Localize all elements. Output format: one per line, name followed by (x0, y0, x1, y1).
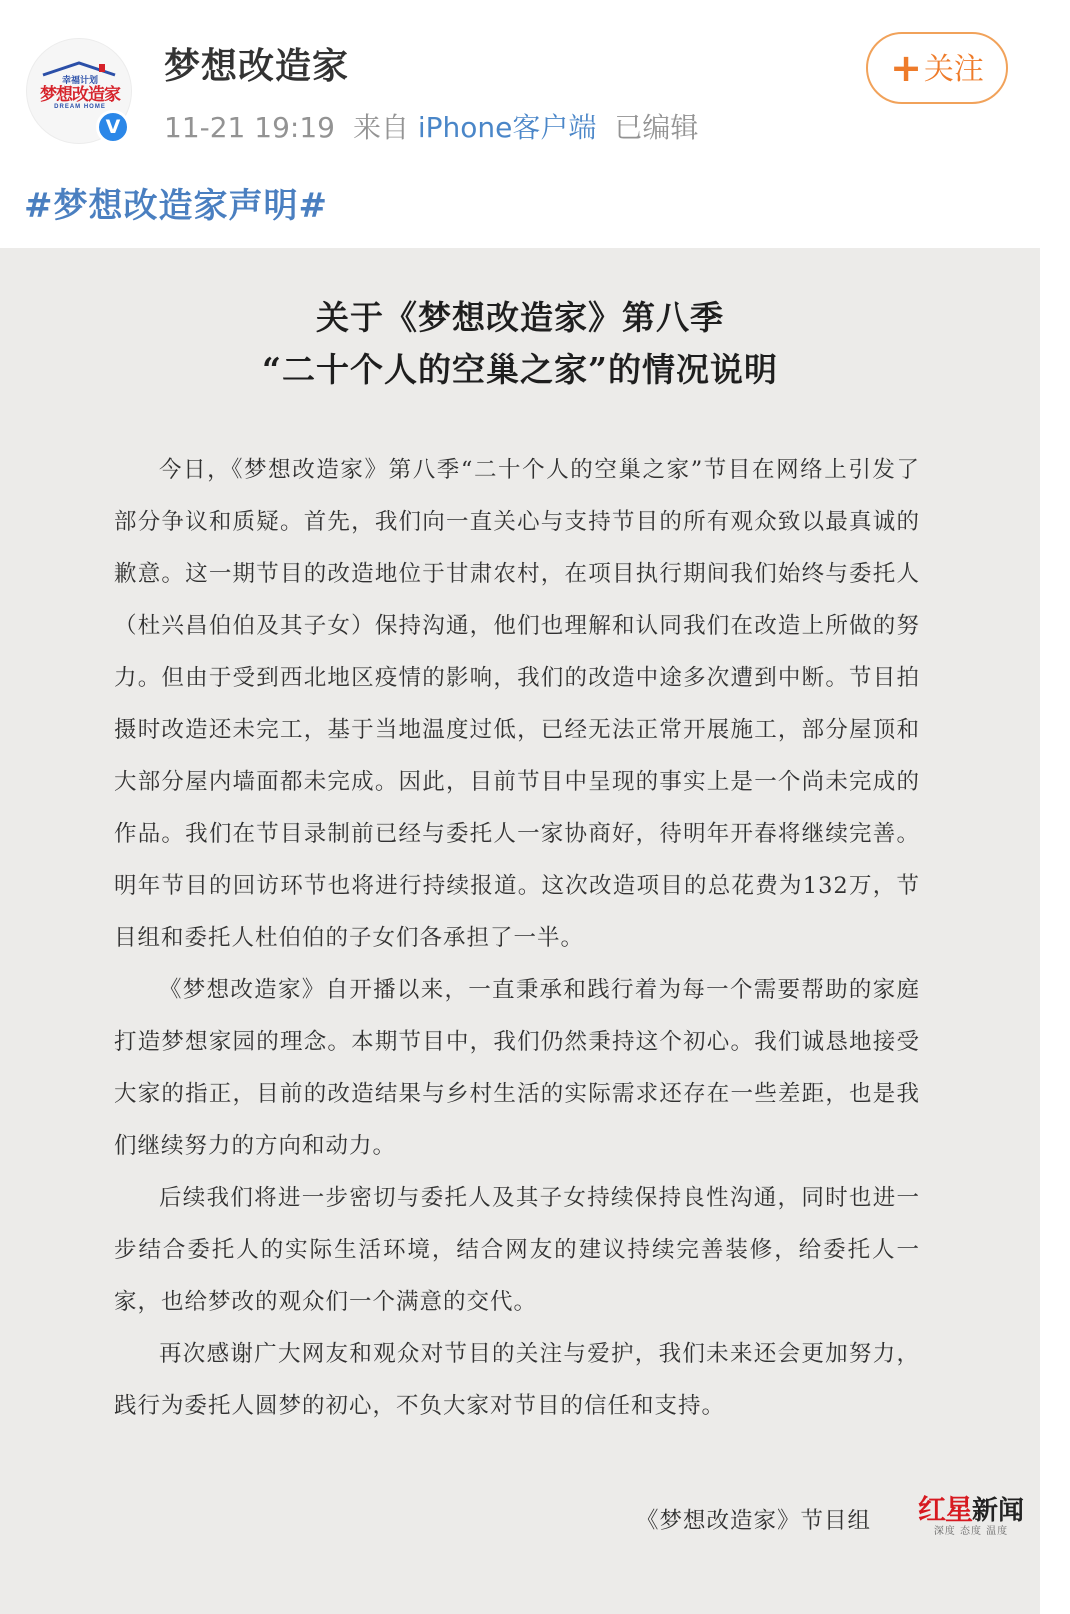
statement-title-line-1: 关于《梦想改造家》第八季 (316, 298, 724, 337)
avatar-logo-top: 幸福计划 (61, 75, 98, 85)
statement-title-line-2: “二十个人的空巢之家”的情况说明 (262, 350, 778, 389)
statement-paragraph: 后续我们将进一步密切与委托人及其子女持续保持良性沟通，同时也进一步结合委托人的实际生活环境，结合网友的建议持续完善装修，给委托人一家，也给梦改的观众们一个满意的交代。 (114, 1185, 920, 1315)
follow-button[interactable] (866, 32, 1008, 104)
watermark-slogan: 深度 态度 温度 (933, 1526, 1009, 1537)
statement-image[interactable] (0, 248, 1040, 1614)
news-watermark-logo (906, 1488, 1036, 1538)
avatar-logo-sub: DREAM HOME (54, 104, 106, 110)
avatar-logo-main: 梦想改造家 (40, 85, 120, 104)
plus-icon: + (890, 46, 922, 90)
statement-paragraph: 再次感谢广大网友和观众对节目的关注与爱护，我们未来还会更加努力，践行为委托人圆梦的初心，不负大家对节目的信任和支持。 (114, 1341, 920, 1419)
post-time: 11-21 19:19 (164, 111, 335, 144)
post-meta (164, 106, 698, 146)
post-source-prefix: 来自 (352, 111, 409, 144)
house-roof-icon (39, 61, 119, 77)
post-source-link[interactable]: iPhone客户端 (417, 111, 597, 144)
hashtag-link[interactable]: #梦想改造家声明# (24, 186, 328, 226)
statement-paragraph: 今日，《梦想改造家》第八季“二十个人的空巢之家”节目在网络上引发了部分争议和质疑。首先，我们向一直关心与支持节目的所有观众致以最真诚的歉意。这一期节目的改造地位于甘肃农村，在项目执行期间我们始终与委托人（杜兴昌伯伯及其子女）保持沟通，他们也理解和认同我们在改造上所做的努力。但由于受到西北地区疫情的影响，我们的改造中途多次遭到中断。节目拍摄时改造还未完工，基于当地温度过低，已经无法正常开展施工，部分屋顶和大部分屋内墙面都未完成。因此，目前节目中呈现的事实上是一个尚未完成的作品。我们在节目录制前已经与委托人一家协商好，待明年开春将继续完善。明年节目的回访环节也将进行持续报道。这次改造项目的总花费为132万，节目组和委托人杜伯伯的子女们各承担了一半。 (114, 457, 920, 951)
avatar-logo (35, 75, 125, 111)
statement-paragraph: 《梦想改造家》自开播以来，一直秉承和践行着为每一个需要帮助的家庭打造梦想家园的理念。本期节目中，我们仍然秉持这个初心。我们诚恳地接受大家的指正，目前的改造结果与乡村生活的实际需求还存在一些差距，也是我们继续努力的方向和动力。 (114, 977, 920, 1159)
account-name[interactable]: 梦想改造家 (164, 46, 350, 87)
post-edited-label: 已编辑 (614, 111, 699, 144)
verified-badge-icon: V (96, 110, 130, 144)
watermark-red-text: 红星 (917, 1493, 972, 1526)
follow-button-label: 关注 (923, 52, 984, 87)
statement-signature: 《梦想改造家》节目组 (636, 1508, 872, 1534)
watermark-black-text: 新闻 (972, 1496, 1025, 1526)
statement-body (114, 444, 920, 1432)
